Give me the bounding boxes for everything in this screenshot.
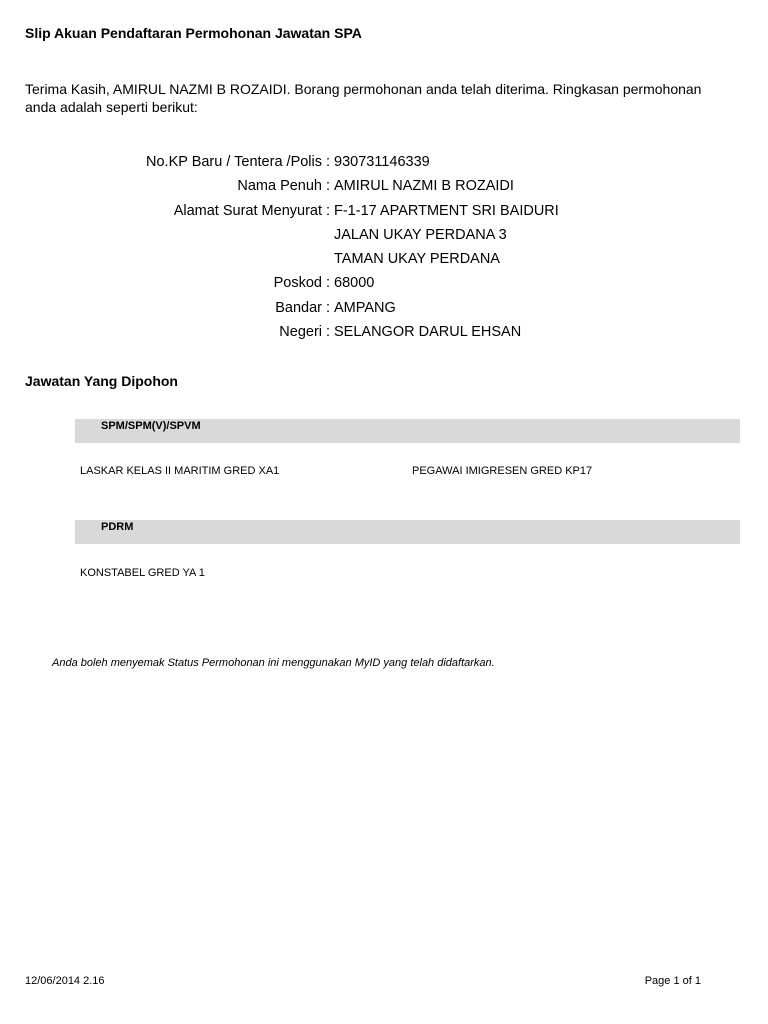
address-line1: F-1-17 APARTMENT SRI BAIDURI	[334, 202, 559, 219]
state-value: SELANGOR DARUL EHSAN	[334, 324, 522, 341]
job-item: LASKAR KELAS II MARITIM GRED XA1	[80, 465, 280, 477]
job-item: KONSTABEL GRED YA 1	[80, 567, 205, 579]
job-item: PEGAWAI IMIGRESEN GRED KP17	[412, 465, 593, 477]
city-row	[60, 298, 559, 322]
separator: :	[325, 154, 331, 170]
intro-text: Terima Kasih, AMIRUL NAZMI B ROZAIDI. Borang permohonan anda telah diterima. Ringkasan permohonan anda adalah seperti berikut:	[25, 81, 702, 115]
category-label: SPM/SPM(V)/SPVM	[101, 420, 201, 432]
city-value: AMPANG	[334, 299, 396, 316]
name-value: AMIRUL NAZMI B ROZAIDI	[334, 178, 514, 195]
applicant-details	[60, 152, 559, 346]
postcode-value: 68000	[334, 275, 375, 292]
postcode-row	[60, 273, 559, 297]
separator: :	[325, 275, 331, 292]
ic-label: No.KP Baru / Tentera /Polis	[146, 154, 322, 170]
name-row	[60, 176, 559, 200]
city-label: Bandar	[275, 299, 322, 316]
separator: :	[325, 202, 331, 219]
state-label: Negeri	[279, 324, 322, 341]
address-row-3	[60, 249, 559, 273]
status-note: Anda boleh menyemak Status Permohonan ini menggunakan MyID yang telah didaftarkan.	[52, 657, 495, 669]
category-label: PDRM	[101, 521, 134, 533]
separator: :	[325, 324, 331, 341]
name-label: Nama Penuh	[237, 178, 322, 195]
address-row-2	[60, 225, 559, 249]
address-line2: JALAN UKAY PERDANA 3	[334, 226, 507, 243]
address-label: Alamat Surat Menyurat	[173, 202, 322, 219]
state-row	[60, 322, 559, 346]
separator: :	[325, 178, 331, 195]
address-line3: TAMAN UKAY PERDANA	[334, 251, 500, 268]
footer-date: 12/06/2014 2.16	[25, 975, 105, 987]
category-header-pdrm	[75, 520, 740, 544]
ic-value: 930731146339	[334, 154, 430, 170]
address-row	[60, 201, 559, 225]
postcode-label: Poskod	[273, 275, 322, 292]
separator: :	[325, 299, 331, 316]
page-number: Page 1 of 1	[644, 975, 701, 987]
category-header-spm	[75, 419, 740, 443]
document-title: Slip Akuan Pendaftaran Permohonan Jawatan SPA	[25, 25, 362, 41]
positions-heading: Jawatan Yang Dipohon	[25, 373, 178, 389]
ic-row	[60, 152, 559, 176]
